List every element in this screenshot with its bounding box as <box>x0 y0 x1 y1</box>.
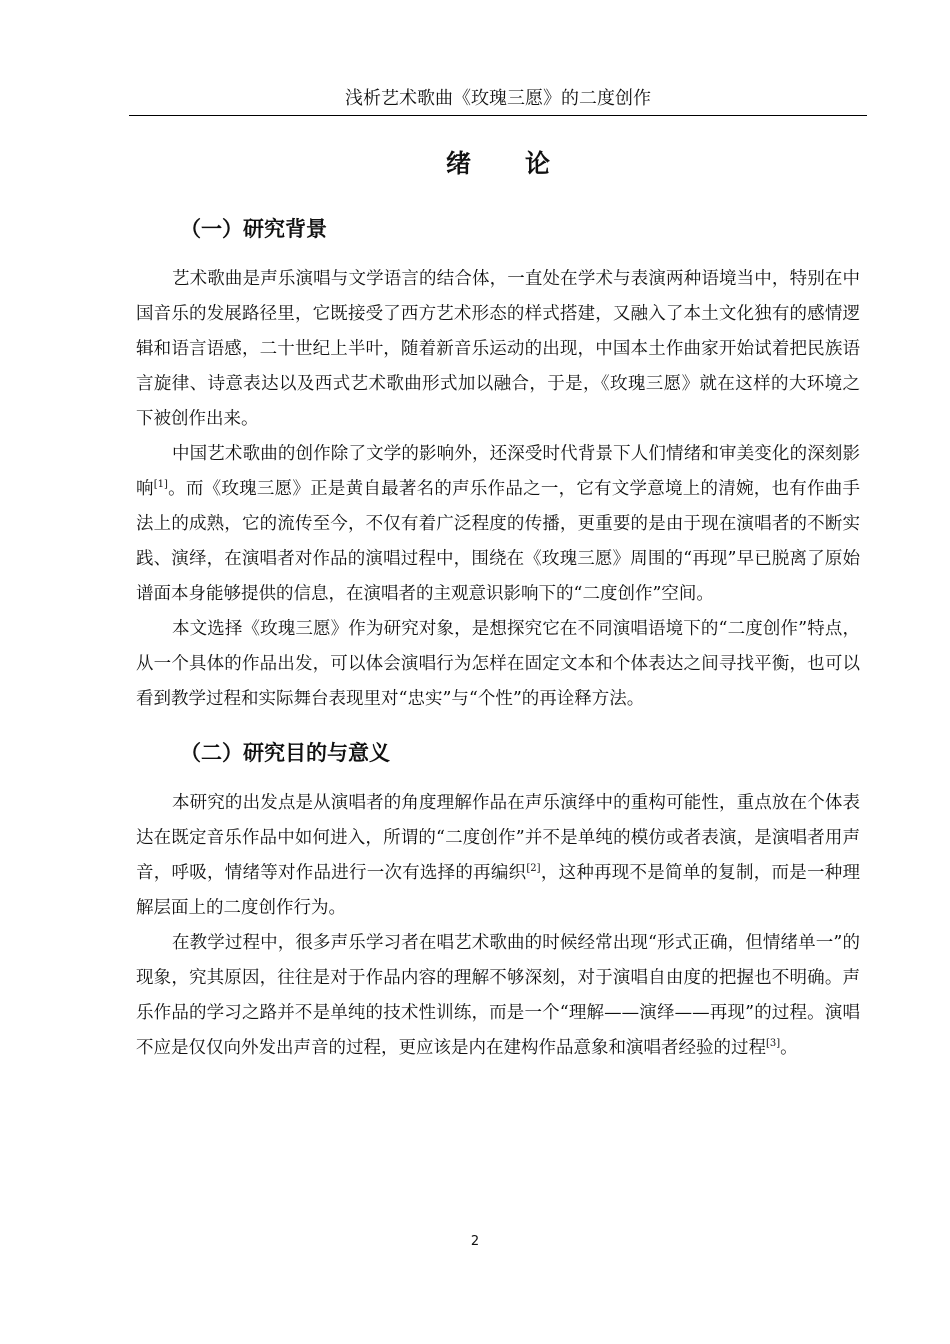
paragraph <box>136 926 860 1066</box>
paragraph <box>136 786 860 926</box>
paragraph-text: 中国艺术歌曲的创作除了文学的影响外，还深受时代背景下人们情绪和审美变化的深刻影响 <box>136 444 860 499</box>
paragraph <box>136 262 860 437</box>
citation-marker: [1] <box>153 479 168 490</box>
section-heading-purpose: （二）研究目的与意义 <box>180 741 390 765</box>
paragraph <box>136 612 860 717</box>
header-rule <box>129 115 867 116</box>
page-number: 2 <box>470 1234 480 1249</box>
paragraph-text: ，这种再现不是简单的复制，而是一种理解层面上的二度创作行为。 <box>136 863 860 918</box>
citation-marker: [2] <box>526 863 541 874</box>
citation-marker: [3] <box>766 1038 781 1049</box>
paragraph-text: 本研究的出发点是从演唱者的角度理解作品在声乐演绎中的重构可能性，重点放在个体表达在既定音乐作品中如何进入，所谓的“二度创作”并不是单纯的模仿或者表演，是演唱者用声音，呼吸，情绪等对作品进行一次有选择的再编织 <box>136 793 860 883</box>
paragraph-text: 。而《玫瑰三愿》正是黄自最著名的声乐作品之一，它有文学意境上的清婉，也有作曲手法上的成熟，它的流传至今，不仅有着广泛程度的传播，更重要的是由于现在演唱者的不断实践、演绎，在演唱者对作品的演唱过程中，围绕在《玫瑰三愿》周围的“再现”早已脱离了原始谱面本身能够提供的信息，在演唱者的主观意识影响下的“二度创作”空间。 <box>136 479 861 604</box>
section-heading-background: （一）研究背景 <box>180 217 327 241</box>
paragraph-text: 本文选择《玫瑰三愿》作为研究对象，是想探究它在不同演唱语境下的“二度创作”特点，从一个具体的作品出发，可以体会演唱行为怎样在固定文本和个体表达之间寻找平衡，也可以看到教学过程和实际舞台表现里对“忠实”与“个性”的再诠释方法。 <box>136 619 860 709</box>
paragraph-text: 。 <box>780 1038 798 1058</box>
paragraph-text: 艺术歌曲是声乐演唱与文学语言的结合体，一直处在学术与表演两种语境当中，特别在中国音乐的发展路径里，它既接受了西方艺术形态的样式搭建，又融入了本土文化独有的感情逻辑和语言语感，二十世纪上半叶，随着新音乐运动的出现，中国本土作曲家开始试着把民族语言旋律、诗意表达以及西式艺术歌曲形式加以融合，于是，《玫瑰三愿》就在这样的大环境之下被创作出来。 <box>136 269 860 429</box>
running-header: 浅析艺术歌曲《玫瑰三愿》的二度创作 <box>345 88 651 109</box>
chapter-title: 绪论 <box>445 149 604 178</box>
paragraph-text: 在教学过程中，很多声乐学习者在唱艺术歌曲的时候经常出现“形式正确，但情绪单一”的现象，究其原因，往往是对于作品内容的理解不够深刻，对于演唱自由度的把握也不明确。声乐作品的学习之路并不是单纯的技术性训练，而是一个“理解——演绎——再现”的过程。演唱不应是仅仅向外发出声音的过程，更应该是内在建构作品意象和演唱者经验的过程 <box>136 933 860 1058</box>
body-text <box>136 210 860 1066</box>
paragraph <box>136 437 860 612</box>
